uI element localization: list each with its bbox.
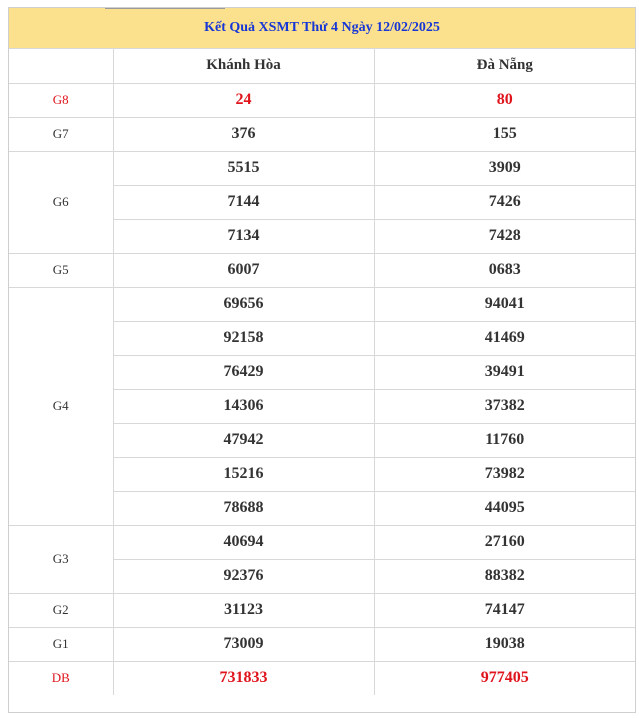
result-khanh-hoa: 15216 [113,457,374,491]
result-da-nang: 44095 [374,491,635,525]
prize-label: G5 [9,253,113,287]
result-khanh-hoa: 7144 [113,185,374,219]
result-da-nang: 27160 [374,525,635,559]
result-khanh-hoa: 78688 [113,491,374,525]
result-khanh-hoa: 40694 [113,525,374,559]
table-row [9,253,635,287]
result-da-nang: 41469 [374,321,635,355]
prize-label: G7 [9,117,113,151]
table-row [9,627,635,661]
prize-label: G8 [9,83,113,117]
prize-label: DB [9,661,113,695]
results-title: Kết Quả XSMT Thứ 4 Ngày 12/02/2025 [9,8,635,49]
table-row [9,117,635,151]
prize-label: G6 [9,151,113,253]
results-table [9,49,635,695]
result-khanh-hoa: 47942 [113,423,374,457]
table-row [9,83,635,117]
result-khanh-hoa: 31123 [113,593,374,627]
result-khanh-hoa: 6007 [113,253,374,287]
header-prize [9,49,113,83]
result-da-nang: 94041 [374,287,635,321]
result-da-nang: 155 [374,117,635,151]
table-row [9,151,635,185]
prize-label: G3 [9,525,113,593]
result-da-nang: 88382 [374,559,635,593]
top-divider [105,8,225,9]
result-khanh-hoa: 5515 [113,151,374,185]
result-khanh-hoa: 376 [113,117,374,151]
results-panel [8,7,636,713]
result-da-nang: 11760 [374,423,635,457]
table-row [9,287,635,321]
result-da-nang: 3909 [374,151,635,185]
result-khanh-hoa: 14306 [113,389,374,423]
results-body [9,83,635,695]
result-da-nang: 7428 [374,219,635,253]
result-khanh-hoa: 92158 [113,321,374,355]
result-khanh-hoa: 73009 [113,627,374,661]
result-da-nang: 0683 [374,253,635,287]
result-da-nang: 39491 [374,355,635,389]
result-khanh-hoa: 92376 [113,559,374,593]
result-khanh-hoa: 76429 [113,355,374,389]
result-khanh-hoa: 69656 [113,287,374,321]
result-khanh-hoa: 24 [113,83,374,117]
table-row [9,593,635,627]
result-da-nang: 37382 [374,389,635,423]
result-da-nang: 977405 [374,661,635,695]
result-da-nang: 73982 [374,457,635,491]
prize-label: G1 [9,627,113,661]
result-da-nang: 74147 [374,593,635,627]
header-da-nang: Đà Nẵng [374,49,635,83]
table-row [9,661,635,695]
result-khanh-hoa: 731833 [113,661,374,695]
header-khanh-hoa: Khánh Hòa [113,49,374,83]
result-da-nang: 80 [374,83,635,117]
result-da-nang: 7426 [374,185,635,219]
result-da-nang: 19038 [374,627,635,661]
result-khanh-hoa: 7134 [113,219,374,253]
prize-label: G4 [9,287,113,525]
table-row [9,525,635,559]
header-row [9,49,635,83]
prize-label: G2 [9,593,113,627]
